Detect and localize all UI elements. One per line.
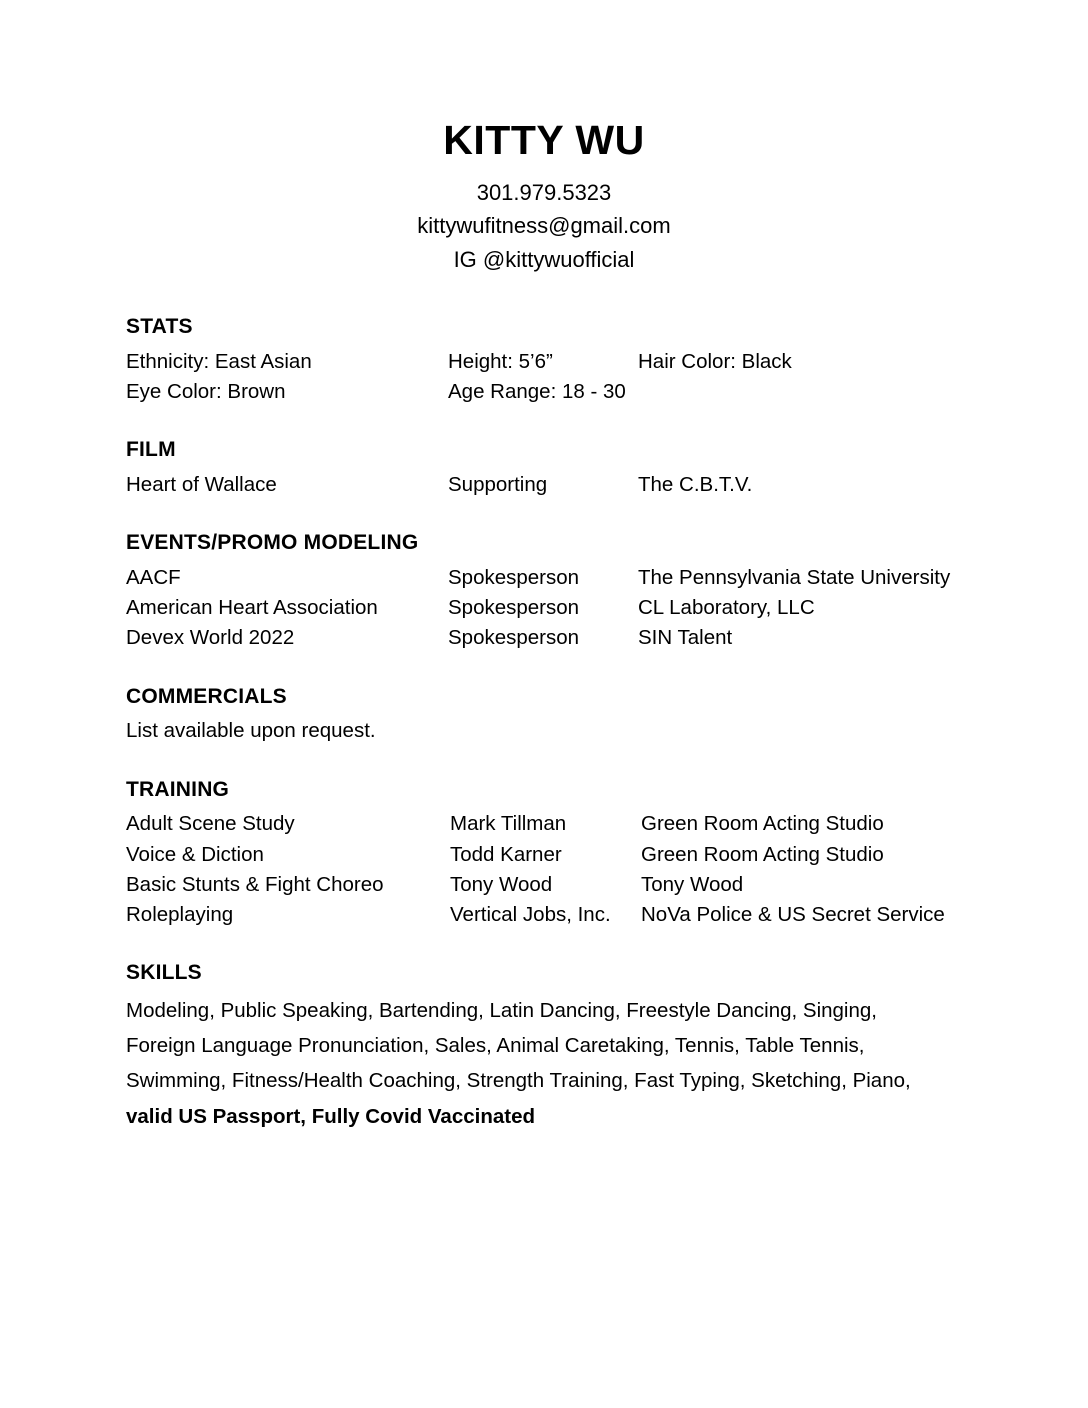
- row-cell-role: Spokesperson: [448, 596, 580, 620]
- table-row: [126, 840, 1028, 870]
- row-cell-title: Voice & Diction: [126, 842, 264, 866]
- row-cell-title: Roleplaying: [126, 902, 234, 926]
- skills-normal-text: Modeling, Public Speaking, Bartending, Latin Dancing, Freestyle Dancing, Singing, Foreign Language Pronunciation, Sales, Animal Caretaking, Tennis, Table Tennis, Swimming, Fitness/Health Coaching, Strength Training, Fast Typing, Sketching, Piano,: [126, 998, 911, 1093]
- row-cell-role: Height: 5’6”: [448, 350, 553, 374]
- table-row: [126, 870, 1028, 900]
- row-cell-source: CL Laboratory, LLC: [638, 596, 815, 620]
- table-row: [126, 593, 1028, 623]
- row-cell-title: American Heart Association: [126, 596, 378, 620]
- row-cell-role: Spokesperson: [448, 566, 580, 590]
- row-cell-source: Green Room Acting Studio: [641, 812, 884, 836]
- section-film: [126, 437, 1028, 500]
- row-cell-source: Hair Color: Black: [638, 350, 792, 374]
- row-cell-source: Tony Wood: [641, 872, 744, 896]
- row-cell-role: Spokesperson: [448, 626, 580, 650]
- section-commercials: [126, 684, 1028, 747]
- row-cell-source: NoVa Police & US Secret Service: [641, 902, 945, 926]
- section-heading-film: FILM: [126, 438, 176, 462]
- table-row: [126, 809, 1028, 839]
- table-row: [126, 900, 1028, 930]
- row-cell-title: Eye Color: Brown: [126, 380, 286, 404]
- skills-bold-text: valid US Passport, Fully Covid Vaccinated: [126, 1104, 535, 1128]
- row-cell-source: Green Room Acting Studio: [641, 842, 884, 866]
- section-heading-training: TRAINING: [126, 777, 230, 801]
- row-cell-title: Basic Stunts & Fight Choreo: [126, 872, 384, 896]
- section-stats: [126, 314, 1028, 407]
- row-cell-role: Age Range: 18 - 30: [448, 380, 626, 404]
- table-row: [126, 470, 1028, 500]
- section-heading-events: EVENTS/PROMO MODELING: [126, 531, 419, 555]
- row-cell-source: [638, 377, 1028, 407]
- row-cell-title: Adult Scene Study: [126, 812, 295, 836]
- table-row: [126, 377, 1028, 407]
- row-cell-title: AACF: [126, 566, 181, 590]
- skills-list: [126, 993, 938, 1134]
- row-cell-instructor: Todd Karner: [450, 842, 562, 866]
- instagram-handle: IG @kittywuofficial: [453, 246, 635, 272]
- row-cell-source: The Pennsylvania State University: [638, 566, 951, 590]
- row-cell-title: Ethnicity: East Asian: [126, 350, 312, 374]
- row-cell-source: SIN Talent: [638, 626, 733, 650]
- table-row: [126, 347, 1028, 377]
- section-heading-stats: STATS: [126, 315, 193, 339]
- candidate-name: KITTY WU: [443, 117, 645, 163]
- row-cell-instructor: Vertical Jobs, Inc.: [450, 902, 611, 926]
- table-row: [126, 563, 1028, 593]
- row-cell-instructor: Mark Tillman: [450, 812, 567, 836]
- row-cell-title: Devex World 2022: [126, 626, 295, 650]
- resume-body: [0, 314, 1088, 1134]
- row-cell-source: The C.B.T.V.: [638, 473, 753, 497]
- resume-header: [0, 0, 1088, 276]
- section-heading-commercials: COMMERCIALS: [126, 684, 287, 708]
- section-skills: [126, 960, 1028, 1134]
- row-cell-instructor: Tony Wood: [450, 872, 553, 896]
- section-events-promo-modeling: [126, 530, 1028, 653]
- row-cell-title: Heart of Wallace: [126, 473, 277, 497]
- email-address: kittywufitness@gmail.com: [417, 213, 671, 239]
- commercials-note: List available upon request.: [126, 719, 376, 743]
- row-cell-role: Supporting: [448, 473, 548, 497]
- section-heading-skills: SKILLS: [126, 960, 202, 984]
- table-row: [126, 623, 1028, 653]
- section-training: [126, 777, 1028, 930]
- phone-number: 301.979.5323: [476, 179, 612, 205]
